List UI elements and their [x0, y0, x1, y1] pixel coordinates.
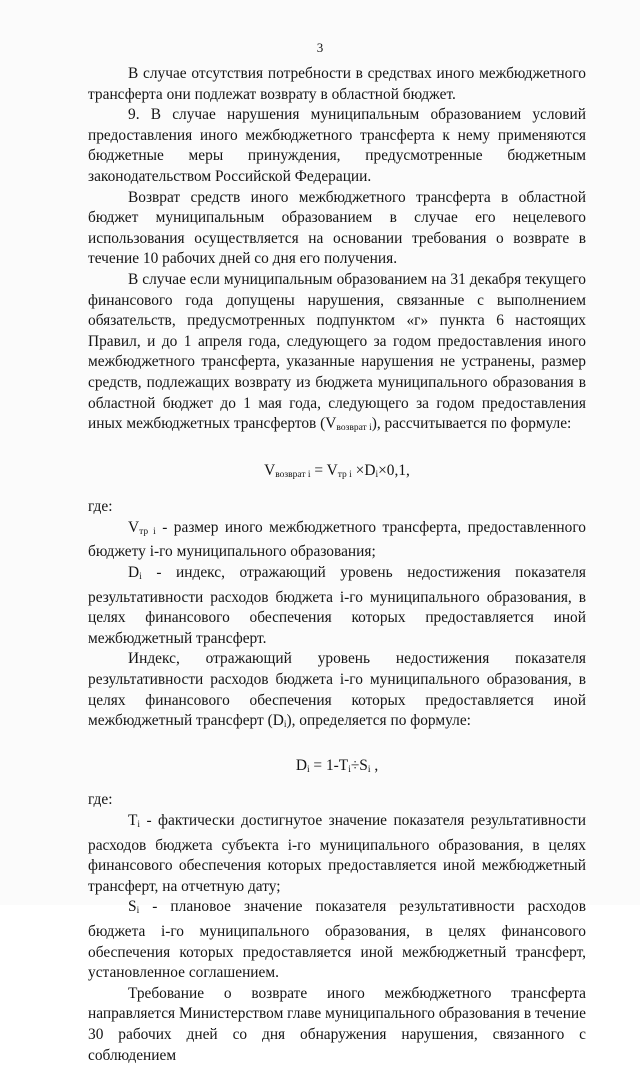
formula-times-d: ×D	[351, 461, 376, 479]
definition-s	[88, 897, 586, 983]
formula-vtr-subscript: тр i	[337, 469, 352, 480]
paragraph-misuse-return: Возврат средств иного межбюджетного трансферта в областной бюджет муниципальным образованием в случае его нецелевого использования осуществляется на основании требования о возврате в течение 10 рабочих дней со дня его получения.	[88, 188, 586, 268]
t-symbol: T	[128, 812, 138, 829]
paragraph-no-need: В случае отсутствия потребности в средствах иного межбюджетного трансферта они подлежат возврату в областной бюджет.	[88, 65, 586, 103]
d-definition-text: - индекс, отражающий уровень недостижения показателя результативности расходов бюджета i-го муниципального образования, в целях финансового обеспечения которых предоставляется иной межбюджетный трансферт.	[88, 564, 586, 647]
formula-v-subscript: возврат i	[275, 469, 311, 480]
paragraph-index	[88, 649, 586, 735]
index-text: Индекс, отражающий уровень недостижения показателя результативности расходов бюджета i-го муниципального образования, в целях финансового обеспечения которых предоставляется иной межбюджетный трансферт (D	[88, 650, 586, 730]
formula2-d-subscript: i	[306, 764, 310, 775]
where-label-2: где:	[88, 791, 113, 809]
formula-equals-v: = V	[310, 461, 338, 479]
return-conditions-end: ), рассчитывается по формуле:	[371, 415, 572, 433]
formula2-minus-t: = 1-T	[309, 756, 349, 774]
vtr-subscript: тр i	[139, 526, 156, 537]
formula2-d-symbol: D	[295, 756, 307, 774]
formula-index	[88, 756, 586, 781]
definition-d	[88, 563, 586, 649]
t-subscript: i	[137, 820, 141, 830]
v-return-subscript: возврат i	[336, 423, 372, 434]
paragraph-violation: 9. В случае нарушения муниципальным образованием условий предоставления иного межбюджетного трансферта к нему применяются бюджетные меры принуждения, предусмотренные бюджетным законодательством Российской Федерации.	[88, 106, 586, 185]
s-subscript: i	[136, 906, 140, 917]
definition-t	[88, 811, 586, 897]
where-label: где:	[88, 498, 113, 516]
paragraph-demand: Требование о возврате иного межбюджетного трансферта направляется Министерством главе муниципального образования в течение 30 рабочих дней со дня обнаружения нарушения, связанного с соблюдением	[88, 984, 586, 1064]
d-subscript: i	[139, 572, 142, 583]
formula-d-subscript: i	[375, 469, 379, 480]
formula-return-amount	[88, 461, 586, 486]
return-conditions-text: В случае если муниципальным образованием на 31 декабря текущего финансового года допущены нарушения, связанные с выполнением обязательств, предусмотренных подпунктом «г» пункта 6 настоящих Правил, и до 1 апреля года, следующего за годом предоставления иного межбюджетного трансферта, указанные нарушения не устранены, размер средств, подлежащих возврату из бюджета муниципального образования в областной бюджет до 1 мая года, следующего за годом предоставления иных межбюджетных трансфертов (V	[88, 270, 586, 433]
paragraph-return-conditions	[88, 270, 586, 439]
vtr-symbol: V	[128, 518, 140, 536]
formula2-div-s: ÷S	[350, 756, 368, 774]
t-definition-text: - фактически достигнутое значение показателя результативности расходов бюджета субъекта i-го муниципального образования, в целях финансового обеспечения которых предоставляется иной межбюджетный трансферт, на отчетную дату;	[88, 812, 586, 895]
vtr-definition-text: - размер иного межбюджетного трансферта, предоставленного бюджету i-го муниципального образования;	[88, 518, 586, 561]
formula2-t-subscript: i	[348, 764, 351, 775]
page-number: 3	[316, 40, 324, 55]
s-symbol: S	[128, 898, 137, 916]
formula2-s-subscript: i	[367, 764, 371, 775]
index-text-end: ), определяется по формуле:	[286, 712, 471, 730]
formula-v-symbol: V	[264, 461, 276, 479]
formula2-tail: ,	[370, 756, 379, 774]
definition-vtr	[88, 518, 586, 563]
index-d-subscript: i	[283, 720, 287, 731]
d-symbol: D	[128, 564, 140, 582]
formula-tail: ×0,1,	[378, 461, 410, 479]
s-definition-text: - плановое значение показателя результативности расходов бюджета i-го муниципального образования, в целях финансового обеспечения которых предоставляется иной межбюджетный трансферт, установленное соглашением.	[88, 898, 586, 982]
document-body	[88, 64, 586, 1066]
